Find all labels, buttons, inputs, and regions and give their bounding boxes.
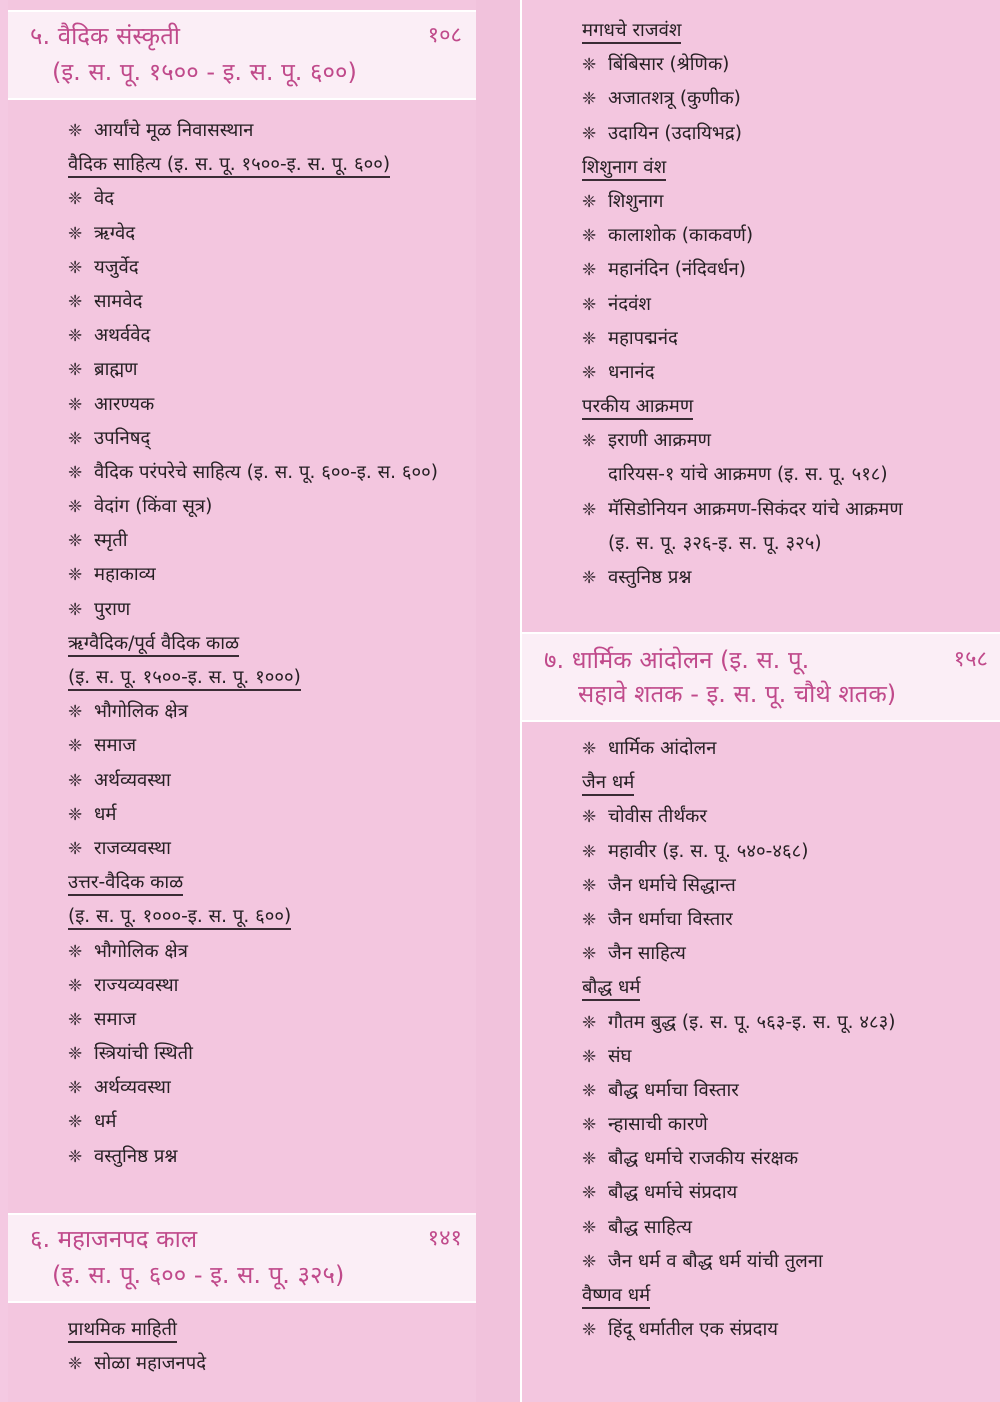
flower-bullet-icon: ❈ (582, 739, 597, 759)
list-item[interactable] (522, 869, 1000, 903)
item-text: आरण्यक (94, 393, 155, 415)
flower-bullet-icon: ❈ (68, 223, 83, 244)
item-text: बौद्ध धर्माचे संप्रदाय (608, 1182, 738, 1204)
chapter-6-header[interactable] (8, 1213, 476, 1303)
item-text: हिंदू धर्मातील एक संप्रदाय (608, 1319, 779, 1341)
list-item[interactable] (522, 561, 1000, 595)
item-text: धर्म (94, 803, 117, 825)
item-text: धनानंद (608, 361, 655, 383)
item-text: इराणी आक्रमण (608, 430, 712, 452)
list-item[interactable] (8, 524, 476, 558)
flower-bullet-icon: ❈ (68, 599, 83, 620)
chapter-6-topics-continued (522, 14, 1000, 595)
list-item[interactable] (522, 1313, 1000, 1347)
item-text: सोळा महाजनपदे (94, 1353, 207, 1375)
list-item[interactable] (8, 1347, 476, 1381)
item-text: मगधचे राजवंश (582, 20, 681, 44)
list-item[interactable] (522, 800, 1000, 834)
flower-bullet-icon: ❈ (68, 565, 83, 586)
list-item[interactable] (522, 356, 1000, 390)
flower-bullet-icon: ❈ (582, 226, 597, 247)
section-heading[interactable] (8, 148, 476, 182)
list-item[interactable] (522, 322, 1000, 356)
item-text: प्राथमिक माहिती (68, 1319, 177, 1343)
list-item[interactable] (8, 1140, 476, 1174)
list-item[interactable] (522, 185, 1000, 219)
flower-bullet-icon: ❈ (68, 1146, 83, 1167)
left-column (8, 0, 476, 1402)
flower-bullet-icon: ❈ (68, 1112, 83, 1133)
flower-bullet-icon: ❈ (582, 568, 597, 588)
list-item[interactable] (522, 493, 1000, 527)
item-text: वस्तुनिष्ठ प्रश्न (608, 567, 692, 588)
list-item[interactable] (8, 798, 476, 832)
chapter-5-page-number: १०८ (427, 23, 462, 48)
flower-bullet-icon: ❈ (68, 497, 83, 518)
chapter-5-dates: (इ. स. पू. १५०० - इ. स. पू. ६००) (52, 58, 357, 86)
item-text: शिशुनाग वंश (582, 157, 666, 181)
list-item[interactable] (522, 424, 1000, 458)
item-text: ब्राह्मण (94, 359, 138, 381)
item-text: भौगोलिक क्षेत्र (94, 940, 188, 962)
list-item[interactable] (8, 1003, 476, 1037)
flower-bullet-icon: ❈ (68, 975, 83, 996)
flower-bullet-icon: ❈ (68, 804, 83, 825)
item-text: भौगोलिक क्षेत्र (94, 701, 188, 723)
list-item[interactable] (522, 288, 1000, 322)
flower-bullet-icon: ❈ (582, 55, 597, 76)
item-text: महावीर (इ. स. पू. ५४०-४६८) (608, 840, 809, 862)
list-item-detail[interactable] (522, 458, 1000, 492)
flower-bullet-icon: ❈ (68, 360, 83, 381)
list-item[interactable] (522, 937, 1000, 971)
flower-bullet-icon: ❈ (582, 1251, 597, 1272)
list-item[interactable] (522, 82, 1000, 116)
item-text: यजुर्वेद (94, 256, 139, 278)
item-text: चोवीस तीर्थंकर (608, 806, 707, 828)
item-text: ऋग्वैदिक/पूर्व वैदिक काळ (68, 633, 239, 657)
section-heading[interactable] (522, 151, 1000, 185)
item-text: उत्तर-वैदिक काळ (68, 872, 183, 896)
item-text: महानंदिन (नंदिवर्धन) (608, 259, 746, 281)
flower-bullet-icon: ❈ (68, 394, 83, 415)
chapter-5-title: ५. वैदिक संस्कृती (30, 22, 180, 50)
list-item[interactable] (522, 1142, 1000, 1176)
item-text: दारियस-१ यांचे आक्रमण (इ. स. पू. ५१८) (608, 464, 888, 486)
item-text: आर्यांचे मूळ निवासस्थान (94, 120, 254, 141)
item-text: राजव्यवस्था (94, 837, 171, 859)
flower-bullet-icon: ❈ (68, 121, 83, 141)
item-text: जैन धर्माचे सिद्धान्त (608, 874, 736, 896)
flower-bullet-icon: ❈ (582, 294, 597, 315)
chapter-6-page-number: १४१ (427, 1226, 462, 1251)
item-text: वेद (94, 188, 115, 210)
flower-bullet-icon: ❈ (68, 702, 83, 723)
flower-bullet-icon: ❈ (68, 462, 83, 483)
flower-bullet-icon: ❈ (68, 1354, 83, 1375)
flower-bullet-icon: ❈ (582, 260, 597, 281)
list-item[interactable] (8, 456, 476, 490)
list-item[interactable] (8, 558, 476, 592)
list-item[interactable] (522, 219, 1000, 253)
flower-bullet-icon: ❈ (582, 1115, 597, 1136)
flower-bullet-icon: ❈ (68, 326, 83, 347)
list-item[interactable] (8, 593, 476, 627)
list-item[interactable] (8, 251, 476, 285)
item-text: संघ (608, 1045, 632, 1067)
section-heading[interactable] (522, 14, 1000, 48)
item-text: जैन धर्माचा विस्तार (608, 908, 733, 930)
list-item[interactable] (522, 1040, 1000, 1074)
list-item[interactable] (8, 729, 476, 763)
item-text: गौतम बुद्ध (इ. स. पू. ५६३-इ. स. पू. ४८३) (608, 1011, 896, 1033)
list-item[interactable] (8, 1105, 476, 1139)
item-text: (इ. स. पू. १५००-इ. स. पू. १०००) (68, 667, 301, 691)
list-item[interactable] (522, 1006, 1000, 1040)
item-text: राज्यव्यवस्था (94, 974, 179, 996)
flower-bullet-icon: ❈ (582, 1012, 597, 1033)
list-item[interactable] (522, 1176, 1000, 1210)
list-item[interactable] (8, 832, 476, 866)
list-item[interactable] (8, 1071, 476, 1105)
flower-bullet-icon: ❈ (582, 499, 597, 520)
item-text: वैष्णव धर्म (582, 1285, 650, 1309)
item-text: न्हासाची कारणे (608, 1114, 708, 1136)
section-heading[interactable] (8, 627, 476, 661)
item-text: नंदवंश (608, 293, 651, 315)
item-text: जैन धर्म व बौद्ध धर्म यांची तुलना (608, 1250, 823, 1272)
list-item[interactable] (522, 1108, 1000, 1142)
flower-bullet-icon: ❈ (68, 189, 83, 210)
item-text: (इ. स. पू. ३२६-इ. स. पू. ३२५) (608, 532, 822, 554)
item-text: पुराण (94, 598, 131, 620)
item-text: वैदिक परंपरेचे साहित्य (इ. स. पू. ६००-इ. स. ६००) (94, 461, 438, 483)
list-item[interactable] (522, 732, 1000, 766)
item-text: वैदिक साहित्य (इ. स. पू. १५००-इ. स. पू. ६००) (68, 154, 390, 178)
list-item[interactable] (8, 935, 476, 969)
item-text: उपनिषद् (94, 427, 151, 449)
flower-bullet-icon: ❈ (68, 428, 83, 449)
list-item[interactable] (8, 1037, 476, 1071)
list-item[interactable] (522, 1211, 1000, 1245)
flower-bullet-icon: ❈ (582, 362, 597, 383)
item-text: धर्म (94, 1111, 117, 1133)
list-item[interactable] (8, 695, 476, 729)
item-text: अर्थव्यवस्था (94, 769, 171, 791)
flower-bullet-icon: ❈ (582, 1080, 597, 1101)
item-text: अर्थव्यवस्था (94, 1077, 171, 1099)
item-text: समाज (94, 1008, 137, 1030)
item-text: बिंबिसार (श्रेणिक) (608, 54, 730, 76)
item-text: मॅसिडोनियन आक्रमण-सिकंदर यांचे आक्रमण (608, 498, 903, 520)
chapter-5-header[interactable] (8, 10, 476, 100)
list-item[interactable] (522, 835, 1000, 869)
flower-bullet-icon: ❈ (68, 1044, 83, 1065)
item-text: उदायिन (उदायिभद्र) (608, 122, 742, 144)
section-heading[interactable] (8, 661, 476, 695)
list-item[interactable] (522, 48, 1000, 82)
item-text: वेदांग (किंवा सूत्र) (94, 496, 213, 518)
item-text: बौद्ध धर्म (582, 977, 640, 1001)
list-item[interactable] (8, 490, 476, 524)
flower-bullet-icon: ❈ (582, 1046, 597, 1067)
item-text: महापद्मनंद (608, 327, 678, 349)
section-heading[interactable] (8, 1313, 476, 1347)
list-item[interactable] (8, 114, 476, 148)
list-item[interactable] (8, 422, 476, 456)
item-text: जैन साहित्य (608, 943, 686, 965)
flower-bullet-icon: ❈ (68, 531, 83, 552)
item-text: जैन धर्म (582, 772, 634, 796)
list-item-detail[interactable] (522, 527, 1000, 561)
flower-bullet-icon: ❈ (68, 257, 83, 278)
item-text: ऋग्वेद (94, 222, 136, 244)
column-gutter (476, 0, 520, 1402)
list-item[interactable] (8, 969, 476, 1003)
section-heading[interactable] (522, 766, 1000, 800)
item-text: बौद्ध साहित्य (608, 1216, 693, 1238)
item-text: परकीय आक्रमण (582, 396, 693, 420)
list-item[interactable] (522, 1245, 1000, 1279)
flower-bullet-icon: ❈ (68, 770, 83, 791)
flower-bullet-icon: ❈ (582, 807, 597, 828)
list-item[interactable] (8, 764, 476, 798)
list-item[interactable] (522, 1074, 1000, 1108)
item-text: अथर्ववेद (94, 325, 151, 347)
chapter-6-dates: (इ. स. पू. ६०० - इ. स. पू. ३२५) (52, 1261, 345, 1289)
flower-bullet-icon: ❈ (582, 431, 597, 452)
chapter-6-topics (8, 1313, 476, 1381)
list-item[interactable] (8, 285, 476, 319)
section-heading[interactable] (522, 390, 1000, 424)
item-text: बौद्ध धर्माचे राजकीय संरक्षक (608, 1148, 799, 1170)
flower-bullet-icon: ❈ (68, 838, 83, 859)
section-heading[interactable] (522, 971, 1000, 1005)
flower-bullet-icon: ❈ (582, 944, 597, 965)
flower-bullet-icon: ❈ (68, 291, 83, 312)
item-text: धार्मिक आंदोलन (608, 738, 717, 759)
item-text: समाज (94, 735, 137, 757)
item-text: अजातशत्रू (कुणीक) (608, 88, 741, 110)
list-item[interactable] (8, 319, 476, 353)
chapter-5-topics (8, 114, 476, 1174)
chapter-7-page-number: १५८ (953, 647, 988, 672)
item-text: बौद्ध धर्माचा विस्तार (608, 1079, 739, 1101)
chapter-7-topics (522, 732, 1000, 1347)
flower-bullet-icon: ❈ (68, 1078, 83, 1099)
flower-bullet-icon: ❈ (582, 328, 597, 349)
item-text: स्मृती (94, 530, 128, 552)
item-text: स्त्रियांची स्थिती (94, 1043, 193, 1065)
section-heading[interactable] (522, 1279, 1000, 1313)
flower-bullet-icon: ❈ (582, 1217, 597, 1238)
flower-bullet-icon: ❈ (68, 1009, 83, 1030)
item-text: सामवेद (94, 290, 143, 312)
item-text: (इ. स. पू. १०००-इ. स. पू. ६००) (68, 906, 291, 930)
flower-bullet-icon: ❈ (582, 841, 597, 862)
flower-bullet-icon: ❈ (582, 1149, 597, 1170)
section-heading[interactable] (8, 900, 476, 934)
list-item[interactable] (8, 353, 476, 387)
list-item[interactable] (522, 903, 1000, 937)
item-text: वस्तुनिष्ठ प्रश्न (94, 1145, 178, 1167)
chapter-6-title: ६. महाजनपद काल (30, 1225, 198, 1253)
list-item[interactable] (8, 388, 476, 422)
chapter-7-header[interactable] (522, 632, 1000, 722)
chapter-7-subtitle: सहावे शतक - इ. स. पू. चौथे शतक) (578, 680, 897, 708)
flower-bullet-icon: ❈ (68, 736, 83, 757)
chapter-7-title: ७. धार्मिक आंदोलन (इ. स. पू. (544, 646, 810, 674)
list-item[interactable] (522, 117, 1000, 151)
flower-bullet-icon: ❈ (68, 941, 83, 962)
list-item[interactable] (522, 253, 1000, 287)
flower-bullet-icon: ❈ (582, 123, 597, 144)
flower-bullet-icon: ❈ (582, 909, 597, 930)
item-text: कालाशोक (काकवर्ण) (608, 225, 754, 247)
list-item[interactable] (8, 217, 476, 251)
item-text: शिशुनाग (608, 190, 664, 212)
flower-bullet-icon: ❈ (582, 1320, 597, 1341)
item-text: महाकाव्य (94, 564, 156, 586)
right-column (520, 0, 1000, 1402)
list-item[interactable] (8, 182, 476, 216)
flower-bullet-icon: ❈ (582, 191, 597, 212)
flower-bullet-icon: ❈ (582, 1183, 597, 1204)
section-heading[interactable] (8, 866, 476, 900)
flower-bullet-icon: ❈ (582, 875, 597, 896)
flower-bullet-icon: ❈ (582, 89, 597, 110)
